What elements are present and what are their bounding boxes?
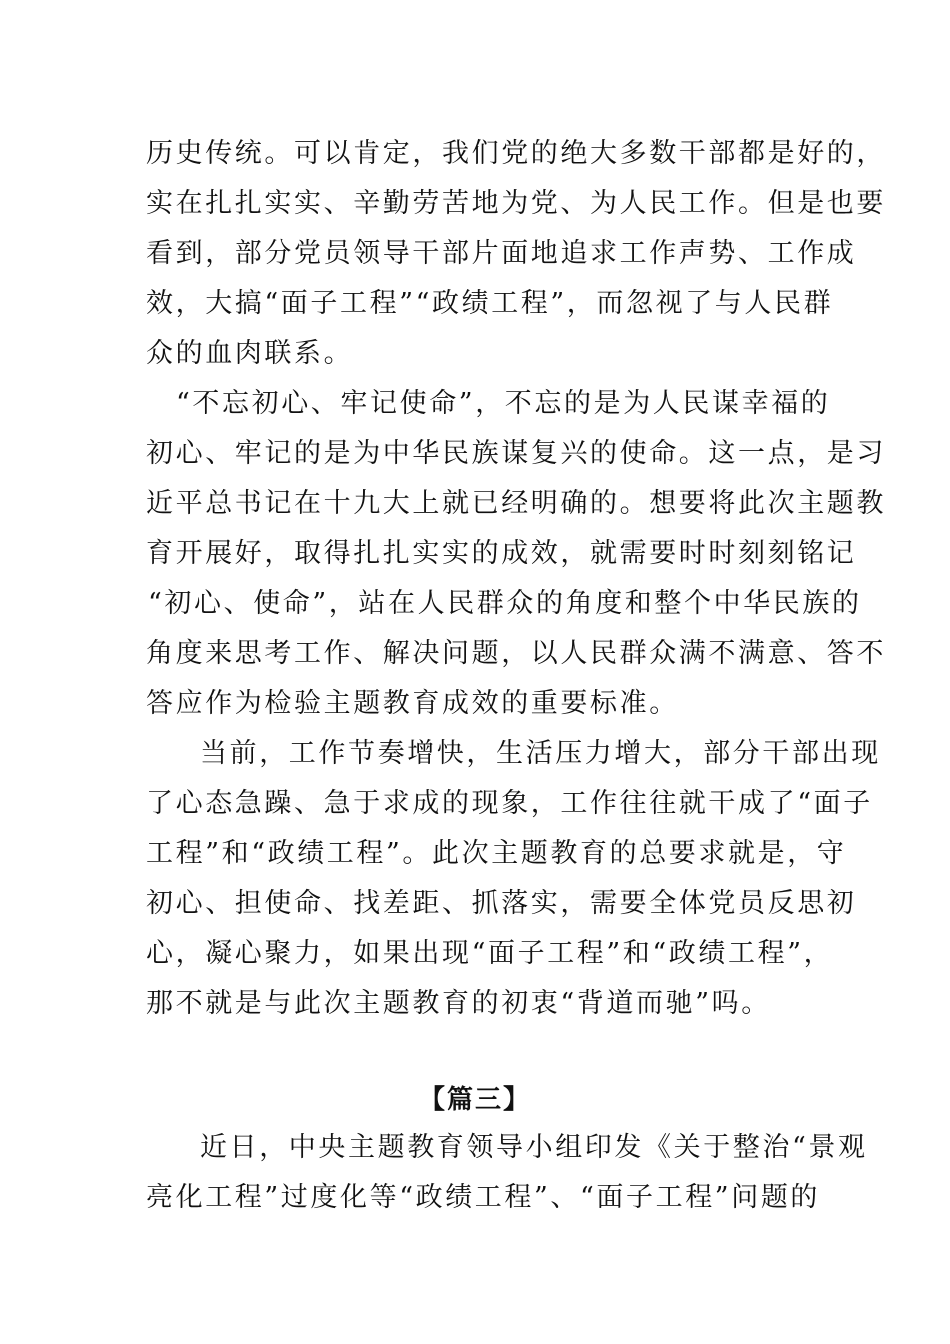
- text-line: “初心、使命”，站在人民群众的角度和整个中华民族的: [148, 588, 862, 619]
- text-line: 实在扎扎实实、辛勤劳苦地为党、为人民工作。但是也要: [146, 188, 886, 219]
- text-line: 效，大搞“面子工程”“政绩工程”，而忽视了与人民群: [146, 288, 834, 319]
- text-line: 看到，部分党员领导干部片面地追求工作声势、工作成: [146, 238, 857, 269]
- text-line: 初心、牢记的是为中华民族谋复兴的使命。这一点，是习: [146, 438, 886, 469]
- text-line: 工程”和“政绩工程”。此次主题教育的总要求就是，守: [146, 838, 847, 869]
- text-line: 那不就是与此次主题教育的初衷“背道而驰”吗。: [146, 988, 771, 1019]
- text-line: 角度来思考工作、解决问题，以人民群众满不满意、答不: [146, 638, 886, 669]
- text-line: “不忘初心、牢记使命”，不忘的是为人民谋幸福的: [176, 388, 831, 419]
- text-line: 育开展好，取得扎扎实实的成效，就需要时时刻刻铭记: [146, 538, 857, 569]
- text-line: 初心、担使命、找差距、抓落实，需要全体党员反思初: [146, 888, 857, 919]
- text-line: 心，凝心聚力，如果出现“面子工程”和“政绩工程”，: [146, 938, 834, 969]
- text-line: 答应作为检验主题教育成效的重要标准。: [146, 688, 679, 719]
- text-line: 历史传统。可以肯定，我们党的绝大多数干部都是好的，: [146, 138, 886, 169]
- text-line: 近日，中央主题教育领导小组印发《关于整治“景观: [200, 1132, 868, 1163]
- text-line: 亮化工程”过度化等“政绩工程”、“面子工程”问题的: [146, 1182, 821, 1213]
- section-heading: 【篇三】: [418, 1085, 531, 1115]
- text-line: 众的血肉联系。: [146, 338, 354, 369]
- text-line: 当前，工作节奏增快，生活压力增大，部分干部出现: [200, 738, 881, 769]
- text-line: 了心态急躁、急于求成的现象，工作往往就干成了“面子: [146, 788, 873, 819]
- text-line: 近平总书记在十九大上就已经明确的。想要将此次主题教: [146, 488, 886, 519]
